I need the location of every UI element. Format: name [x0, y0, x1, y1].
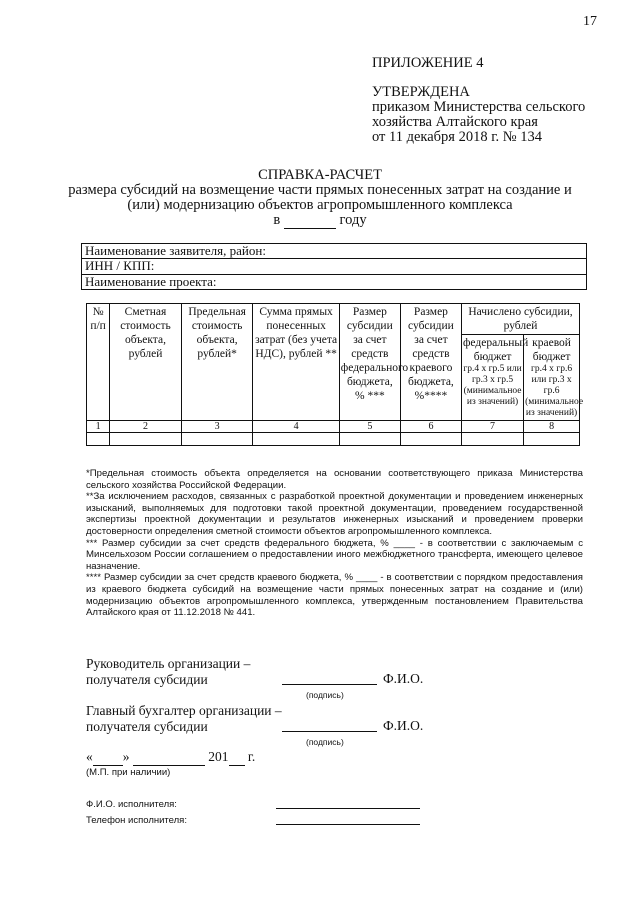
head-fio: Ф.И.О.: [383, 671, 424, 686]
executor-name-label: Ф.И.О. исполнителя:: [86, 799, 177, 810]
executor-name-field[interactable]: [276, 808, 420, 809]
head-line-2: получателя субсидии: [86, 672, 208, 687]
year-prefix: в: [273, 212, 281, 228]
day-blank[interactable]: [93, 749, 123, 766]
accountant-signature-caption: (подпись): [306, 737, 344, 747]
empty-cell: [253, 433, 339, 446]
title-line-1: размера субсидий на возмещение части прямых понесенных затрат на создание и: [68, 182, 572, 198]
applicant-name-row: Наименование заявителя, район:: [82, 244, 586, 259]
head-line-1: Руководитель организации –: [86, 656, 251, 671]
header-accrued-subsidy: Начислено субсидии, рублей: [461, 304, 579, 335]
column-number: 4: [253, 421, 339, 433]
project-name-row: Наименование проекта:: [85, 273, 217, 289]
header-federal-rate: Размер субсидии за счет средств федерального бюджета, % ***: [339, 304, 400, 421]
accountant-signature-label: [86, 703, 282, 735]
approved-label: УТВЕРЖДЕНА: [372, 84, 470, 100]
date-line: [86, 749, 255, 766]
date-year: 201: [208, 749, 229, 764]
header-regional-rate: Размер субсидии за счет средств краевого бюджета, %****: [400, 304, 461, 421]
empty-cell: [110, 433, 182, 446]
column-number: 1: [87, 421, 110, 433]
accountant-signature-field[interactable]: [282, 731, 377, 732]
column-number: 2: [110, 421, 182, 433]
column-number: 7: [461, 421, 523, 433]
column-number: 3: [181, 421, 253, 433]
header-estimated-cost: Сметная стоимость объекта, рублей: [110, 304, 182, 421]
federal-budget-title: федеральный бюджет: [462, 337, 529, 363]
year-digit-blank[interactable]: [229, 749, 245, 766]
title-year-line: [0, 213, 640, 229]
executor-phone-field[interactable]: [276, 824, 420, 825]
column-number: 5: [339, 421, 400, 433]
empty-cell: [400, 433, 461, 446]
appendix-label: ПРИЛОЖЕНИЕ 4: [372, 55, 484, 71]
empty-cell: [524, 433, 580, 446]
column-number: 8: [524, 421, 580, 433]
executor-phone-label: Телефон исполнителя:: [86, 815, 187, 826]
header-number: № п/п: [87, 304, 110, 421]
date-year-suffix: г.: [247, 749, 256, 764]
empty-cell: [181, 433, 253, 446]
empty-cell: [339, 433, 400, 446]
title-heading: СПРАВКА-РАСЧЕТ: [258, 167, 382, 183]
page-number: 17: [583, 14, 597, 29]
header-federal-budget: [461, 335, 529, 421]
table-row: [87, 433, 580, 446]
subsidy-table: [86, 303, 584, 446]
footnote-4: **** Размер субсидии за счет средств краевого бюджета, % ____ - в соответствии с порядком предоставления из краевого бюджета субсидий на возмещение части прямых понесенных затрат на создание и (или) модернизацию объектов агропромышленного комплекса, утвержденным постановлением Правительства Алтайского края от 11.12.2018 № 441.: [86, 572, 583, 619]
accountant-line-2: получателя субсидии: [86, 719, 208, 734]
document-title: [0, 168, 640, 229]
footnote-1: *Предельная стоимость объекта определяется на основании соответствующего приказа Министерства сельского хозяйства Российской Федерации.: [86, 468, 583, 491]
federal-budget-formula: гр.4 х гр.5 или гр.3 х гр.5 (минимальное из значений): [463, 364, 522, 407]
order-date: от 11 декабря 2018 г. № 134: [372, 129, 542, 145]
applicant-info-box: [81, 243, 587, 290]
empty-cell: [87, 433, 110, 446]
header-max-cost: Предельная стоимость объекта, рублей*: [181, 304, 253, 421]
regional-budget-title: краевой бюджет: [532, 337, 571, 363]
empty-cell: [461, 433, 523, 446]
year-suffix: году: [339, 212, 367, 228]
header-regional-budget: [524, 335, 584, 421]
stamp-note: (М.П. при наличии): [86, 767, 171, 778]
date-open-quote: «: [86, 749, 93, 764]
head-signature-label: [86, 656, 250, 688]
column-numbers-row: [87, 421, 580, 433]
accountant-line-1: Главный бухгалтер организации –: [86, 703, 282, 718]
date-close-quote: »: [122, 749, 130, 764]
footnotes: [86, 468, 583, 619]
head-signature-caption: (подпись): [306, 690, 344, 700]
inn-kpp-row: ИНН / КПП:: [82, 259, 586, 274]
order-line-2: хозяйства Алтайского края: [372, 114, 538, 130]
month-blank[interactable]: [133, 749, 205, 766]
title-line-2: (или) модернизацию объектов агропромышленного комплекса: [127, 197, 513, 213]
approval-stamp: [372, 56, 585, 145]
regional-budget-formula: гр.4 х гр.6 или гр.3 х гр.6 (минимальное из значений): [525, 364, 584, 418]
header-direct-costs: Сумма прямых понесенных затрат (без учета НДС), рублей **: [253, 304, 339, 421]
footnote-3: *** Размер субсидии за счет средств федерального бюджета, % ____ - в соответствии с заключаемым с Минсельхозом России соглашением о предоставлении иного межбюджетного трансферта, имеющего целевое назначение.: [86, 537, 583, 572]
accountant-fio: Ф.И.О.: [383, 718, 424, 733]
head-signature-field[interactable]: [282, 684, 377, 685]
footnote-2: **За исключением расходов, связанных с разработкой проектной документации и проведением инженерных изысканий, выполняемых для подготовки такой проектной документации, проведением государственной экспертизы проектной документации и результатов инженерных изысканий и проведением проверки достоверности определения сметной стоимости объектов агропромышленного комплекса.: [86, 491, 583, 537]
year-blank: [284, 213, 336, 229]
order-line-1: приказом Министерства сельского: [372, 99, 586, 115]
column-number: 6: [400, 421, 461, 433]
